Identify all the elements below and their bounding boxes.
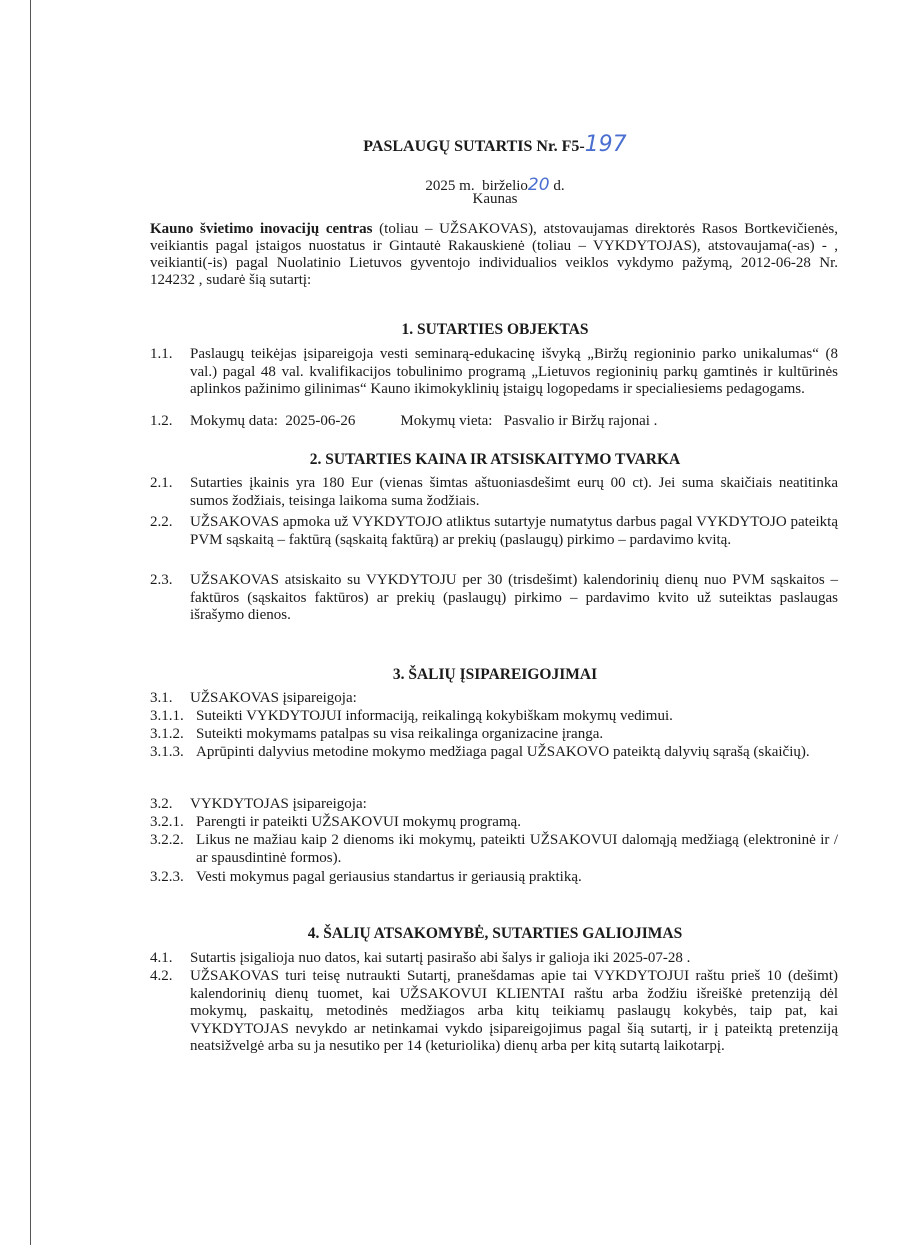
clause-text: Parengti ir pateikti UŽSAKOVUI mokymų programą. bbox=[196, 814, 521, 830]
clause-number: 1.2. bbox=[150, 413, 173, 429]
clause bbox=[150, 708, 838, 726]
clause-number: 2.3. bbox=[150, 572, 173, 588]
clause-number: 3.2.2. bbox=[150, 832, 184, 848]
clause-text: Suteikti mokymams patalpas su visa reikalinga organizacine įranga. bbox=[196, 726, 604, 742]
clause-number: 4.2. bbox=[150, 968, 173, 984]
clause-text: Aprūpinti dalyvius metodine mokymo medžiaga pagal UŽSAKOVO pateiktą dalyvių sąrašą (skaičių). bbox=[196, 744, 810, 760]
scan-edge-line bbox=[30, 0, 31, 1245]
date-year: 2025 m. bbox=[425, 178, 475, 194]
clause-number: 1.1. bbox=[150, 346, 173, 362]
clause-text: Sutartis įsigalioja nuo datos, kai sutartį pasirašo abi šalys ir galioja iki 2025-07-28 . bbox=[190, 950, 691, 966]
section-heading: 2. SUTARTIES KAINA IR ATSISKAITYMO TVARKA bbox=[309, 451, 681, 468]
clause bbox=[150, 514, 838, 549]
clause-number: 2.2. bbox=[150, 514, 173, 530]
clause-number: 4.1. bbox=[150, 950, 173, 966]
clause-number: 3.1.1. bbox=[150, 708, 184, 724]
section-heading: 4. ŠALIŲ ATSAKOMYBĖ, SUTARTIES GALIOJIMAS bbox=[307, 925, 683, 942]
clause-text: VYKDYTOJAS įsipareigoja: bbox=[190, 796, 367, 812]
client-name: Kauno švietimo inovacijų centras bbox=[150, 221, 373, 237]
clause-text: Paslaugų teikėjas įsipareigoja vesti seminarą-edukacinę išvyką „Biržų regioninio parko unikalumas“ (8 val.) pagal 48 val. kvalifikacijos tobulinimo programą „Lietuvos regioninių parkų gamtinės ir kultūrinės aplinkos pažinimo gilinimas“ Kauno ikimokyklinių įstaigų logopedams ir specialiesiems pedagogams. bbox=[190, 346, 838, 397]
clause-number: 3.1. bbox=[150, 690, 173, 706]
clause-number: 3.1.2. bbox=[150, 726, 184, 742]
clause-text: Likus ne mažiau kaip 2 dienoms iki mokymų, pateikti UŽSAKOVUI dalomąją medžiagą (elektroninė ir / ar spausdintinė formos). bbox=[196, 832, 838, 866]
clause-text: Mokymų data: 2025-06-26 Mokymų vieta: Pasvalio ir Biržų rajonai . bbox=[190, 413, 658, 429]
clause-text: Vesti mokymus pagal geriausius standartus ir geriausią praktiką. bbox=[196, 869, 582, 885]
clause-number: 3.2.1. bbox=[150, 814, 184, 830]
clause bbox=[150, 796, 838, 814]
clause-number: 3.2. bbox=[150, 796, 173, 812]
clause-text: UŽSAKOVAS apmoka už VYKDYTOJO atliktus sutartyje numatytus darbus pagal VYKDYTOJO pateiktą PVM sąskaitą – faktūrą (sąskaitą faktūrą) ar prekių (paslaugų) pirkimo – pardavimo kvitą. bbox=[190, 514, 838, 548]
clause-text: UŽSAKOVAS turi teisę nutraukti Sutartį, pranešdamas apie tai VYKDYTOJUI raštu prieš 10 (dešimt) kalendorinių dienų tuomet, kai UŽSAKOVUI KLIENTAI raštu arba žodžiu išreiškė pretenziją dėl mokymų, paskaitų, metodinės medžiagos arba kitų teikiamų paslaugų kokybės, taip pat, kai VYKDYTOJAS nevykdo ar netinkamai vykdo įsipareigojimus pagal šią sutartį, ir į pateiktą pretenziją neatsižvelgė arba su ja nesutiko per 14 (keturiolika) dienų arba per kitą sutartą laikotarpį. bbox=[190, 968, 838, 1054]
section-heading: 1. SUTARTIES OBJEKTAS bbox=[401, 321, 589, 338]
date-suffix: d. bbox=[553, 178, 565, 194]
handwritten-contract-number: 197 bbox=[584, 132, 627, 157]
clause bbox=[150, 744, 838, 762]
clause bbox=[150, 726, 838, 744]
clause bbox=[150, 413, 838, 431]
clause-text: UŽSAKOVAS atsiskaito su VYKDYTOJU per 30 (trisdešimt) kalendorinių dienų nuo PVM sąskaitos – faktūros (sąskaitos faktūros) ar prekių (paslaugų) pirkimo – pardavimo kvito už suteiktas paslaugas išrašymo dienos. bbox=[190, 572, 838, 623]
clause bbox=[150, 572, 838, 625]
contract-place: Kaunas bbox=[472, 191, 518, 207]
clause-number: 3.1.3. bbox=[150, 744, 184, 760]
date-month: birželio bbox=[482, 178, 528, 194]
clause bbox=[150, 475, 838, 510]
clause-text: Suteikti VYKDYTOJUI informaciją, reikalingą kokybiškam mokymų vedimui. bbox=[196, 708, 673, 724]
clause bbox=[150, 832, 838, 867]
contract-title bbox=[150, 132, 840, 157]
clause bbox=[150, 346, 838, 399]
clause-text: Sutarties įkainis yra 180 Eur (vienas šimtas aštuoniasdešimt eurų 00 ct). Jei suma skaičiais neatitinka sumos žodžiais, teisinga laikoma suma žodžiais. bbox=[190, 475, 838, 509]
section-heading: 3. ŠALIŲ ĮSIPAREIGOJIMAI bbox=[392, 666, 598, 683]
handwritten-day: 20 bbox=[527, 175, 550, 195]
clause bbox=[150, 968, 838, 1056]
clause-text: UŽSAKOVAS įsipareigoja: bbox=[190, 690, 357, 706]
clause-number: 3.2.3. bbox=[150, 869, 184, 885]
title-text: PASLAUGŲ SUTARTIS Nr. F5- bbox=[363, 138, 585, 155]
intro-text: (toliau – UŽSAKOVAS), atstovaujamas direktorės Rasos Bortkevičienės, veikiantis pagal įstaigos nuostatus ir Gintautė Rakauskienė (toliau – VYKDYTOJAS), atstovaujama(-as) - , veikianti(-is) pagal Nuolatinio Lietuvos gyventojo individualios veiklos vykdymo pažymą, 2012-06-28 Nr. 124232 , sudarė šią sutartį: bbox=[150, 221, 838, 288]
clause bbox=[150, 814, 838, 832]
intro-paragraph bbox=[150, 221, 838, 289]
clause bbox=[150, 869, 838, 887]
clause bbox=[150, 690, 838, 708]
clause bbox=[150, 950, 838, 968]
clause-number: 2.1. bbox=[150, 475, 173, 491]
